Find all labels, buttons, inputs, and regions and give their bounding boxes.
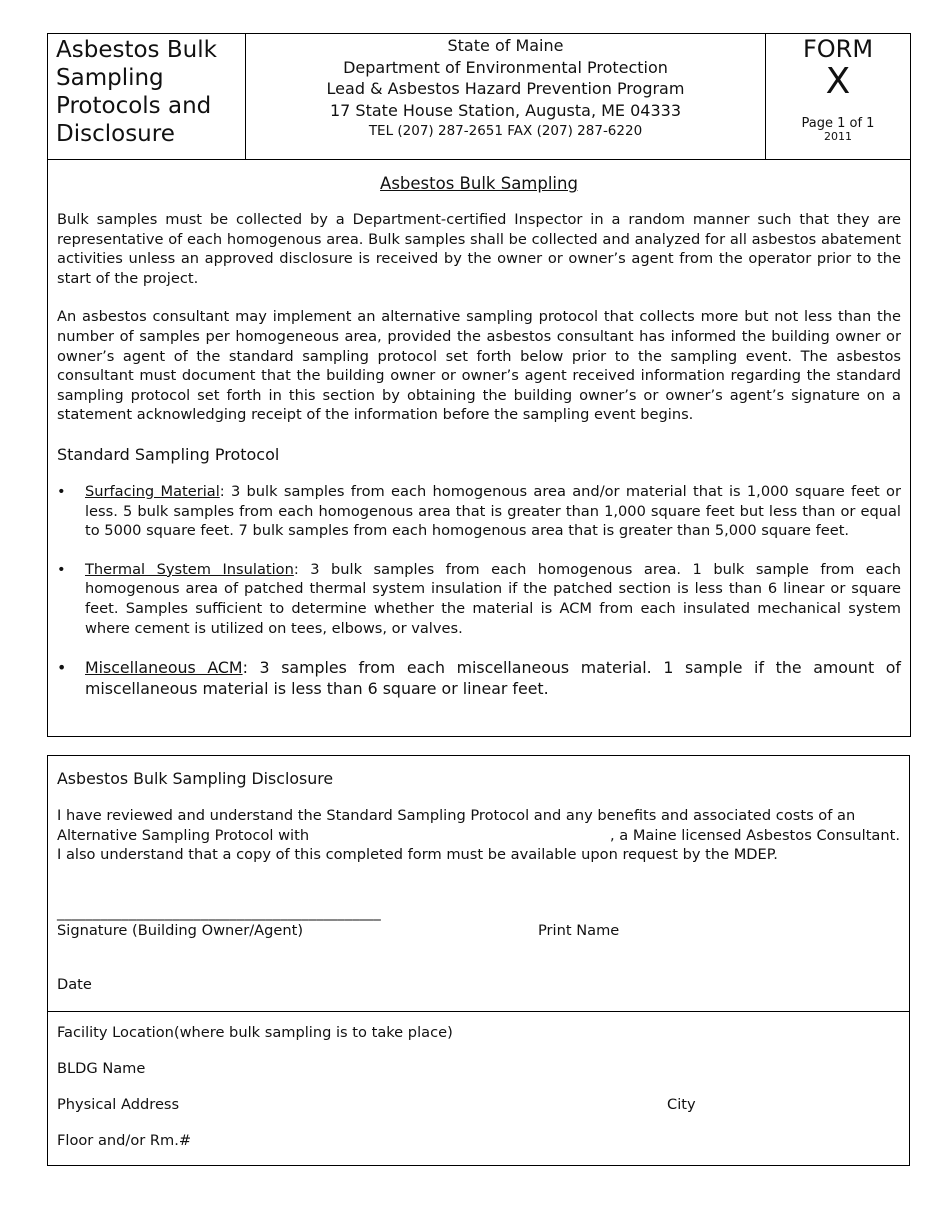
sampling-paragraph-1: Bulk samples must be collected by a Department-certified Inspector in a random manner such that they are representative of each homogenous area. Bulk samples shall be collected and analyzed for all asbestos abatement activities unless an approved disclosure is received by the owner or owner’s agent from the operator prior to the start of the project. <box>57 211 901 287</box>
agency-program: Lead & Asbestos Hazard Prevention Program <box>326 79 685 98</box>
protocol-list <box>57 482 901 699</box>
physical-address-label: Physical Address <box>57 1096 180 1113</box>
disclosure-section <box>47 755 910 1012</box>
agency-address: 17 State House Station, Augusta, ME 04333 <box>329 100 682 120</box>
sampling-title: Asbestos Bulk Sampling <box>380 174 578 193</box>
protocol-item-surfacing <box>57 482 901 541</box>
facility-heading: Facility Location(where bulk sampling is to take place) <box>57 1024 453 1041</box>
protocol-item-text: : 3 bulk samples from each homogenous area. 1 bulk sample from each homogenous area of patched thermal system insulation if the patched section is less than 6 linear or square feet. Samples sufficient to determine whether the material is ACM from each insulated mechanical system where cement is utilized on tees, elbows, or valves. <box>85 560 902 637</box>
protocol-item-label: Miscellaneous ACM <box>85 658 243 678</box>
agency-department: Department of Environmental Protection <box>343 57 668 77</box>
protocol-item-misc <box>57 657 901 699</box>
facility-section <box>47 1011 910 1166</box>
form-label: FORM <box>802 35 874 63</box>
print-name-label: Print Name <box>538 922 620 939</box>
date-label: Date <box>57 976 92 993</box>
agency-state: State of Maine <box>447 36 564 55</box>
bldg-name-label: BLDG Name <box>57 1060 146 1077</box>
protocol-item-label: Surfacing Material <box>85 482 220 500</box>
protocol-item-text: : 3 samples from each miscellaneous material. 1 sample if the amount of miscellaneous material is less than 6 square or linear feet. <box>85 658 901 699</box>
signature-line[interactable]: _____________________________________________ <box>57 905 381 921</box>
signature-label: Signature (Building Owner/Agent) <box>57 922 304 939</box>
protocol-item-label: Thermal System Insulation <box>85 560 294 578</box>
consultant-name-field[interactable] <box>319 826 597 844</box>
disclosure-line-2 <box>57 826 900 846</box>
disclosure-line-3: I also understand that a copy of this completed form must be available upon request by the MDEP. <box>57 846 778 864</box>
form-year: 2011 <box>824 130 852 143</box>
page-number: Page 1 of 1 <box>801 116 875 131</box>
alt-protocol-suffix: , a Maine licensed Asbestos Consultant. <box>609 826 900 844</box>
sampling-section <box>47 159 911 737</box>
print-name-field[interactable] <box>538 896 898 918</box>
floor-room-field[interactable] <box>188 1128 488 1150</box>
protocol-heading: Standard Sampling Protocol <box>57 444 280 464</box>
disclosure-title: Asbestos Bulk Sampling Disclosure <box>57 769 334 788</box>
form-id-block <box>766 34 910 159</box>
form-header <box>47 33 911 160</box>
agency-block <box>246 34 766 159</box>
protocol-item-thermal <box>57 560 901 638</box>
form-letter: X <box>825 61 851 102</box>
physical-address-field[interactable] <box>188 1092 648 1114</box>
protocol-item-text: : 3 bulk samples from each homogenous area and/or material that is 1,000 square feet or less. 5 bulk samples from each homogenous area that is greater than 1,000 square feet but less than or equal to 5000 square feet. 7 bulk samples from each homogenous area that is greater than 5,000 square feet. <box>85 482 901 540</box>
form-title: Asbestos Bulk Sampling Protocols and Disclosure <box>48 34 246 159</box>
disclosure-line-1: I have reviewed and understand the Standard Sampling Protocol and any benefits and associated costs of an <box>57 807 856 824</box>
city-label: City <box>667 1096 696 1113</box>
floor-room-label: Floor and/or Rm.# <box>57 1132 192 1149</box>
bldg-name-field[interactable] <box>158 1056 658 1078</box>
alt-protocol-prefix: Alternative Sampling Protocol with <box>57 826 310 844</box>
city-field[interactable] <box>708 1092 898 1114</box>
date-field[interactable] <box>108 971 308 993</box>
agency-tel-fax: TEL (207) 287-2651 FAX (207) 287-6220 <box>368 123 643 139</box>
sampling-paragraph-2: An asbestos consultant may implement an alternative sampling protocol that collects more but not less than the number of samples per homogeneous area, provided the asbestos consultant has informed the building owner or owner’s agent of the standard sampling protocol set forth below prior to the sampling event. The asbestos consultant must document that the building owner or owner’s agent received information regarding the standard sampling protocol set forth in this section by obtaining the building owner’s or owner’s agent’s signature on a statement acknowledging receipt of the information before the sampling event begins. <box>57 308 901 424</box>
